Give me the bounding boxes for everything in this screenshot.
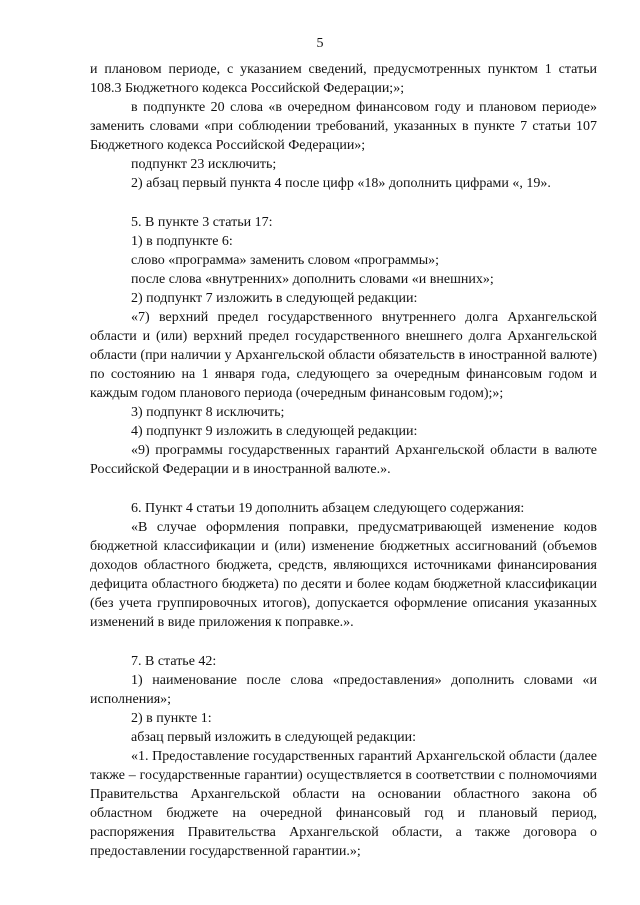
- paragraph: 1) наименование после слова «предоставления» дополнить словами «и исполнения»;: [90, 673, 597, 707]
- paragraph: «В случае оформления поправки, предусматривающей изменение кодов бюджетной классификации и (или) изменение бюджетных ассигнований (объемов доходов областного бюджета, средств, являющихся источниками финансирования дефицита областного бюджета) по десяти и более кодам бюджетной классификации (без учета группировочных итогов), допускается оформление описания указанных изменений в виде приложения к поправке.».: [90, 520, 597, 630]
- paragraph: «1. Предоставление государственных гарантий Архангельской области (далее также – государственные гарантии) осуществляется в соответствии с полномочиями Правительства Архангельской области на основании областного закона об областном бюджете на очередной финансовый год и плановый период, распоряжения Правительства Архангельской области, а также договора о предоставлении государственной гарантии.»;: [90, 749, 597, 859]
- paragraph: подпункт 23 исключить;: [131, 157, 277, 172]
- paragraph: 6. Пункт 4 статьи 19 дополнить абзацем следующего содержания:: [131, 501, 525, 516]
- paragraph: 4) подпункт 9 изложить в следующей редакции:: [131, 424, 418, 439]
- paragraph: и плановом периоде, с указанием сведений, предусмотренных пунктом 1 статьи 108.3 Бюджетного кодекса Российской Федерации;»;: [90, 62, 597, 96]
- paragraph: 5. В пункте 3 статьи 17:: [131, 215, 273, 230]
- paragraph: 2) абзац первый пункта 4 после цифр «18» дополнить цифрами «, 19».: [131, 176, 551, 191]
- page-number: 5: [316, 36, 324, 51]
- document-body: [90, 60, 597, 861]
- paragraph: 2) в пункте 1:: [131, 711, 212, 726]
- paragraph: в подпункте 20 слова «в очередном финансовом году и плановом периоде» заменить словами «при соблюдении требований, указанных в пункте 7 статьи 107 Бюджетного кодекса Российской Федерации»;: [90, 100, 597, 153]
- paragraph-gap: [90, 193, 597, 213]
- paragraph: 3) подпункт 8 исключить;: [131, 405, 285, 420]
- paragraph: после слова «внутренних» дополнить словами «и внешних»;: [131, 272, 494, 287]
- paragraph: 2) подпункт 7 изложить в следующей редакции:: [131, 291, 418, 306]
- paragraph: 7. В статье 42:: [131, 654, 217, 669]
- paragraph: слово «программа» заменить словом «программы»;: [131, 253, 440, 268]
- paragraph: «7) верхний предел государственного внутреннего долга Архангельской области и (или) верхний предел государственного внешнего долга Архангельской области (при наличии у Архангельской области обязательств в иностранной валюте) по состоянию на 1 января года, следующего за очередным финансовым годом и каждым годом планового периода (очередным финансовым годом);»;: [90, 310, 597, 401]
- paragraph-gap: [90, 479, 597, 499]
- paragraph: абзац первый изложить в следующей редакции:: [131, 730, 417, 745]
- paragraph-gap: [90, 632, 597, 652]
- paragraph: «9) программы государственных гарантий Архангельской области в валюте Российской Федерации и в иностранной валюте.».: [90, 443, 597, 477]
- paragraph: 1) в подпункте 6:: [131, 234, 233, 249]
